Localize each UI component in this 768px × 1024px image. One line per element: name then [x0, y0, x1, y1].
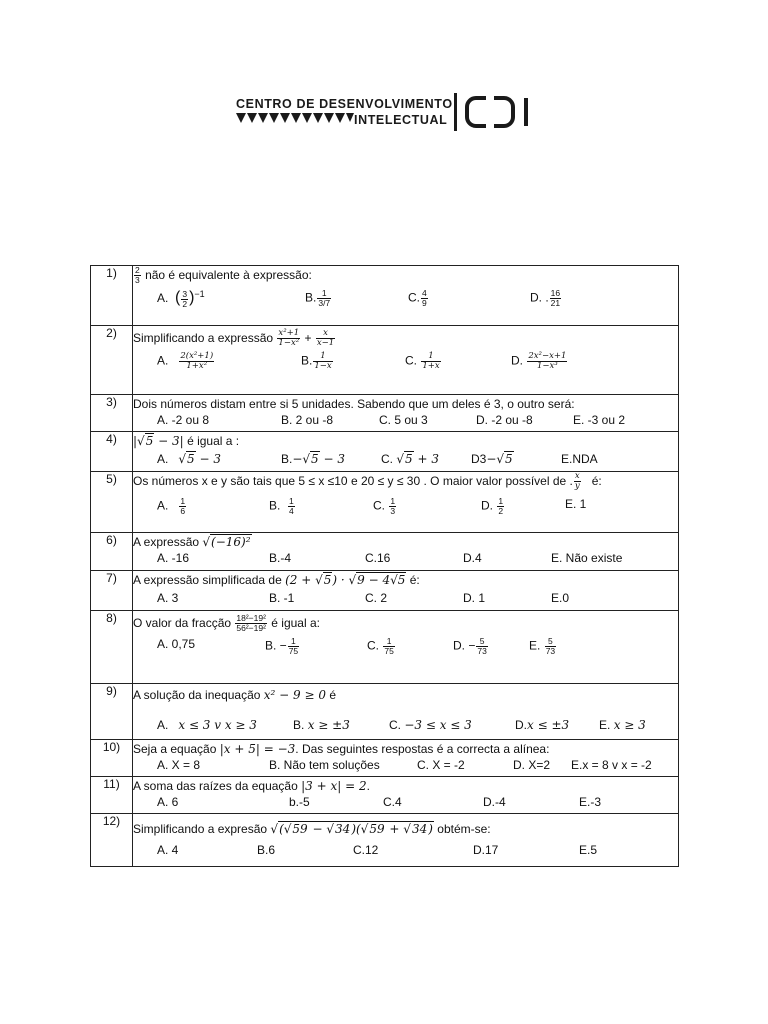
option-d: D. . $\frac{16}{21}$ — [530, 288, 561, 309]
question-row — [91, 571, 679, 611]
option-a: A. $\frac{1}{6}$ — [157, 496, 186, 517]
option-e: E. -3 ou 2 — [573, 413, 626, 427]
question-row — [91, 814, 679, 867]
question-number: 10) — [91, 740, 133, 777]
questions-table — [90, 265, 679, 867]
option-a: A. $\frac{\text{2(x²+1)}}{\text{1+x²}}$ — [157, 351, 214, 371]
question-text: Os números x e y são tais que 5 ≤ x ≤10 e 20 ≤ y ≤ 30 . O maior valor possível de . $\frac{x}{y}$ é: — [133, 471, 602, 492]
cdi-mark-icon — [464, 95, 536, 129]
question-row — [91, 266, 679, 326]
question-row — [91, 432, 679, 472]
option-b: B. $\frac{1}{3/7}$ — [305, 288, 331, 309]
option-c: C.16 — [365, 551, 391, 565]
cdi-logo — [236, 93, 536, 133]
option-c: C. $\frac{1}{3}$ — [373, 496, 396, 517]
option-d: D. -2 ou -8 — [476, 413, 533, 427]
question-number: 7) — [91, 571, 133, 611]
question-text: Seja a equação |x + 5| = −3. Das seguintes respostas é a correcta a alínea: — [133, 742, 550, 756]
question-row — [91, 684, 679, 740]
option-d: D. $\frac{1}{2}$ — [481, 496, 504, 517]
question-row — [91, 326, 679, 395]
question-text: A solução da inequação x² − 9 ≥ 0 é — [133, 688, 337, 702]
option-a: A. 3 — [157, 591, 179, 605]
logo-line2: INTELECTUAL — [354, 113, 448, 127]
question-row — [91, 777, 679, 814]
option-a: A. 6 — [157, 795, 179, 809]
option-a: A. ( $\frac{3}{2}$ )$^{-1}$ — [157, 288, 205, 309]
option-c: C. $\frac{1}{75}$ — [367, 636, 394, 656]
option-d: D.-4 — [483, 795, 506, 809]
option-a: A. -16 — [157, 551, 190, 565]
question-text: Simplificando a expressão $\frac{\text{x²+1}}{\text{1−x²}}$ + $\frac{x}{x-1}$ — [133, 328, 335, 349]
option-a: A. 0,75 — [157, 637, 196, 651]
option-b: B. 2 ou -8 — [281, 413, 334, 427]
question-number: 9) — [91, 684, 133, 740]
question-row — [91, 472, 679, 533]
question-number: 2) — [91, 326, 133, 395]
option-c: C. −3 ≤ x ≤ 3 — [389, 718, 472, 732]
question-number: 1) — [91, 266, 133, 326]
option-e: E.0 — [551, 591, 570, 605]
option-b: b.-5 — [289, 795, 310, 809]
option-d: D.x ≤ ±3 — [515, 718, 570, 732]
option-c: C. $\frac{4}{9}$ — [408, 288, 427, 309]
option-b: B. $\frac{1}{1-x}$ — [301, 351, 332, 371]
question-row — [91, 740, 679, 777]
question-row — [91, 611, 679, 684]
option-b: B. $\frac{1}{4}$ — [269, 496, 294, 517]
option-c: C. √5 + 3 — [381, 452, 439, 466]
logo-line1: CENTRO DE DESENVOLVIMENTO — [236, 97, 453, 111]
option-d: D3−√5 — [471, 452, 513, 466]
question-text: A soma das raízes da equação |3 + x| = 2. — [133, 779, 370, 793]
option-d: D.17 — [473, 843, 499, 857]
option-e: E. Não existe — [551, 551, 623, 565]
option-e: E.x = 8 v x = -2 — [571, 758, 652, 772]
option-c: C. 5 ou 3 — [379, 413, 428, 427]
option-b: B.−√5 − 3 — [281, 452, 346, 466]
logo-triangles-icon — [236, 113, 354, 124]
option-d: D. − $\frac{5}{73}$ — [453, 636, 487, 656]
option-d: D. 1 — [463, 591, 486, 605]
option-a: A. √5 − 3 — [157, 452, 221, 466]
question-text: A expressão simplificada de (2 + √5) · √9 − 4√5 é: — [133, 573, 420, 587]
question-text: Simplificando a expresão √(√59 − √34)(√59 + √34) obtém-se: — [133, 822, 491, 836]
question-text: O valor da fracção $\frac{\text{18²−19²}}{\text{56²−19²}}$ é igual a: — [133, 613, 320, 634]
question-row — [91, 395, 679, 432]
option-e: E. $\frac{5}{73}$ — [529, 636, 556, 656]
question-number: 3) — [91, 395, 133, 432]
option-c: C.4 — [383, 795, 402, 809]
option-e: E.-3 — [579, 795, 602, 809]
option-a: A. -2 ou 8 — [157, 413, 210, 427]
question-text: |√5 − 3| é igual a : — [133, 434, 240, 448]
option-e: E. 1 — [565, 497, 587, 512]
option-c: C. X = -2 — [417, 758, 465, 772]
question-text: Dois números distam entre si 5 unidades. Sabendo que um deles é 3, o outro será: — [133, 397, 575, 411]
question-number: 8) — [91, 611, 133, 684]
option-b: B.-4 — [269, 551, 292, 565]
option-b: B. -1 — [269, 591, 295, 605]
question-number: 12) — [91, 814, 133, 867]
option-d: D.4 — [463, 551, 482, 565]
question-number: 4) — [91, 432, 133, 472]
logo-divider — [454, 93, 457, 131]
option-b: B. − $\frac{1}{75}$ — [265, 636, 299, 656]
option-b: B. Não tem soluções — [269, 758, 380, 772]
option-a: A. X = 8 — [157, 758, 201, 772]
option-c: C. 2 — [365, 591, 388, 605]
option-a: A. 4 — [157, 843, 179, 857]
question-row — [91, 533, 679, 571]
option-b: B. x ≥ ±3 — [293, 718, 350, 732]
option-d: D. X=2 — [513, 758, 551, 772]
option-c: C.12 — [353, 843, 379, 857]
question-text: A expressão √(−16)² — [133, 535, 251, 549]
question-number: 5) — [91, 472, 133, 533]
option-e: E. x ≥ 3 — [599, 718, 646, 732]
option-c: C. $\frac{1}{1+x}$ — [405, 351, 440, 371]
option-d: D. $\frac{\text{2x²−x+1}}{\text{1−x³}}$ — [511, 351, 567, 371]
question-text: $\frac{2}{3}$ não é equivalente à expressão: — [135, 265, 312, 286]
option-a: A. x ≤ 3 v x ≥ 3 — [157, 718, 257, 732]
question-number: 11) — [91, 777, 133, 814]
option-b: B.6 — [257, 843, 276, 857]
question-number: 6) — [91, 533, 133, 571]
option-e: E.NDA — [561, 452, 598, 466]
option-e: E.5 — [579, 843, 598, 857]
